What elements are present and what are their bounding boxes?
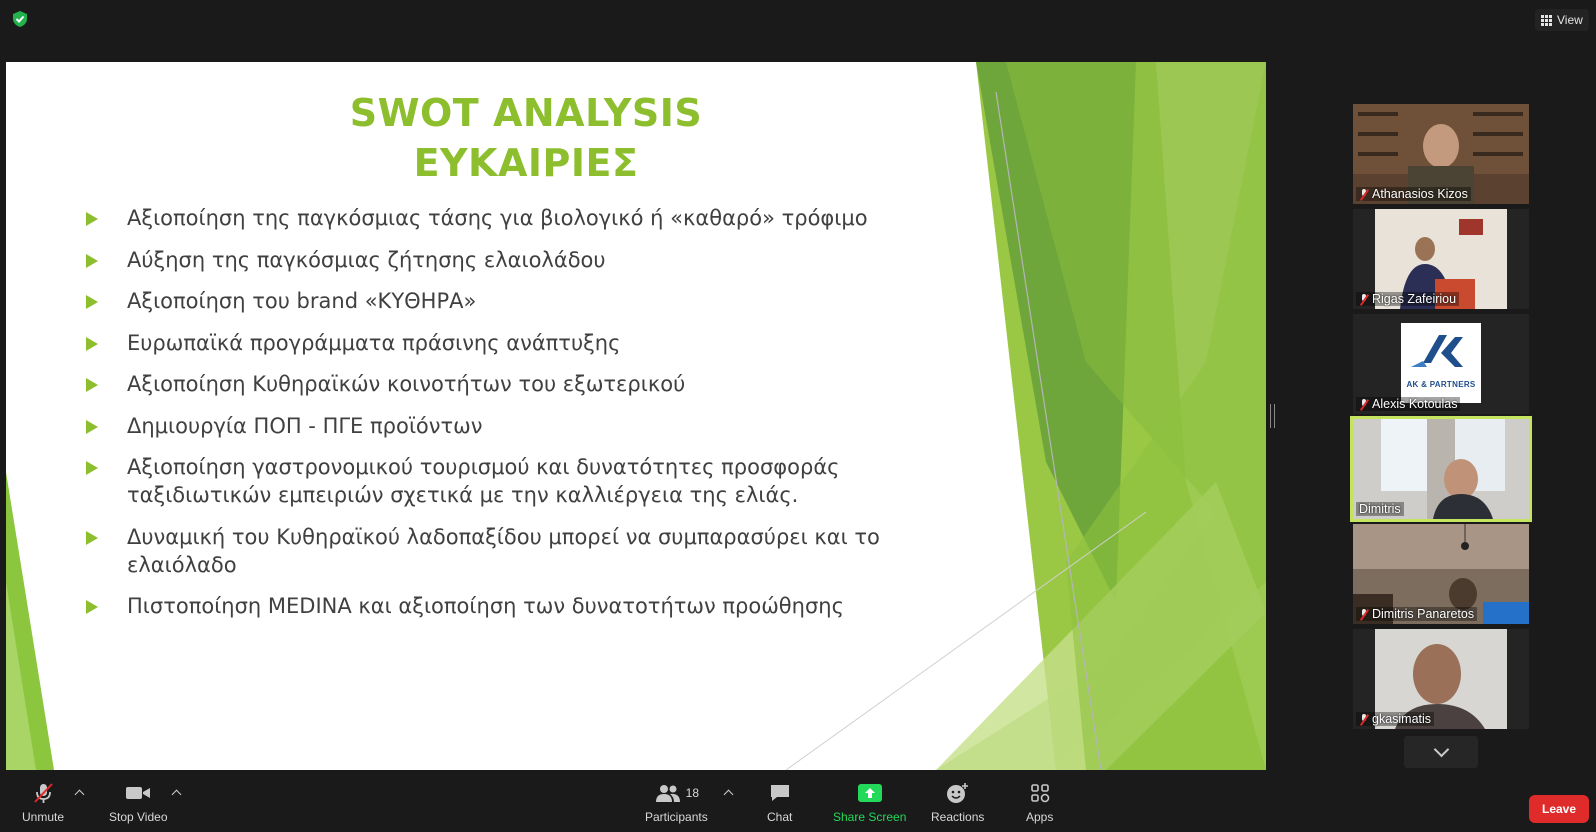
bullet-arrow-icon	[86, 295, 98, 309]
scroll-participants-down-button[interactable]	[1404, 736, 1478, 768]
participants-count: 18	[685, 786, 700, 800]
chat-button[interactable]	[767, 782, 792, 824]
bullet-item: Δημιουργία ΠΟΠ - ΠΓΕ προϊόντων	[86, 412, 906, 440]
share-screen-icon	[857, 782, 883, 804]
slide-title	[246, 88, 806, 188]
bullet-item: Πιστοποίηση MEDINA και αξιοποίηση των δυνατοτήτων προώθησης	[86, 592, 906, 620]
shared-slide	[6, 62, 1266, 770]
reactions-button[interactable]	[931, 782, 984, 824]
mic-muted-icon	[1359, 609, 1369, 620]
participant-tile[interactable]	[1353, 524, 1529, 624]
bullet-item: Αξιοποίηση γαστρονομικού τουρισμού και δυνατότητες προσφοράς ταξιδιωτικών εμπειριών σχετικά με την καλλιέργεια της ελιάς.	[86, 453, 906, 509]
participants-options-caret-icon[interactable]	[724, 790, 734, 800]
participant-tile[interactable]	[1353, 629, 1529, 729]
security-shield-icon[interactable]	[11, 10, 29, 28]
video-options-caret-icon[interactable]	[172, 790, 182, 800]
bullet-arrow-icon	[86, 420, 98, 434]
mic-muted-icon	[1359, 399, 1369, 410]
chevron-down-icon	[1433, 742, 1449, 758]
bullet-arrow-icon	[86, 600, 98, 614]
mic-muted-icon	[32, 782, 54, 804]
apps-label: Apps	[1026, 810, 1054, 824]
participants-label: Participants	[645, 810, 708, 824]
bullet-item: Αύξηση της παγκόσμιας ζήτησης ελαιολάδου	[86, 246, 906, 274]
bullet-item: Δυναμική του Κυθηραϊκού λαδοπαξίδου μπορεί να συμπαρασύρει και το ελαιόλαδο	[86, 523, 906, 579]
chat-label: Chat	[767, 810, 793, 824]
bullet-item: Ευρωπαϊκά προγράμματα πράσινης ανάπτυξης	[86, 329, 906, 357]
bullet-item: Αξιοποίηση του brand «ΚΥΘΗΡΑ»	[86, 287, 906, 315]
chat-bubble-icon	[769, 782, 791, 804]
stop-video-button[interactable]	[109, 782, 168, 824]
apps-icon	[1030, 782, 1050, 804]
mic-muted-icon	[1359, 294, 1369, 305]
slide-title-line1: SWOT ANALYSIS	[349, 91, 703, 135]
emoji-reaction-icon	[946, 782, 970, 804]
participant-name-label: Dimitris Panaretos	[1356, 607, 1477, 621]
bullet-item: Αξιοποίηση της παγκόσμιας τάσης για βιολογικό ή «καθαρό» τρόφιμο	[86, 204, 906, 232]
leave-button[interactable]: Leave	[1529, 795, 1589, 823]
participants-button[interactable]	[645, 782, 708, 824]
participant-name-label: gkasimatis	[1356, 712, 1434, 726]
view-label: View	[1557, 13, 1583, 27]
bullet-list	[86, 204, 906, 634]
participant-tile-active-speaker[interactable]	[1353, 419, 1529, 519]
participant-tile[interactable]	[1353, 209, 1529, 309]
video-camera-icon	[125, 782, 151, 804]
share-screen-label: Share Screen	[833, 810, 907, 824]
apps-button[interactable]	[1026, 782, 1053, 824]
unmute-button[interactable]	[22, 782, 64, 824]
stop-video-label: Stop Video	[109, 810, 168, 824]
partner-logo	[1401, 323, 1481, 403]
bullet-arrow-icon	[86, 378, 98, 392]
participant-name-label: Rigas Zafeiriou	[1356, 292, 1459, 306]
mic-muted-icon	[1359, 714, 1369, 725]
bullet-arrow-icon	[86, 212, 98, 226]
bullet-item: Αξιοποίηση Κυθηραϊκών κοινοτήτων του εξωτερικού	[86, 370, 906, 398]
participant-name-label: Athanasios Kizos	[1356, 187, 1471, 201]
participant-tile[interactable]	[1353, 314, 1529, 414]
view-button[interactable]	[1535, 9, 1589, 31]
slide-title-line2: ΕΥΚΑΙΡΙΕΣ	[413, 141, 639, 185]
mic-muted-icon	[1359, 189, 1369, 200]
bullet-arrow-icon	[86, 254, 98, 268]
share-screen-button[interactable]	[833, 782, 906, 824]
unmute-label: Unmute	[22, 810, 65, 824]
bullet-arrow-icon	[86, 531, 98, 545]
participant-tile[interactable]	[1353, 104, 1529, 204]
bullet-arrow-icon	[86, 461, 98, 475]
participant-name-label: Dimitris	[1356, 502, 1404, 516]
grid-view-icon	[1541, 15, 1552, 26]
participant-name-label: Alexis Kotoulas	[1356, 397, 1460, 411]
logo-text: AK & PARTNERS	[1406, 380, 1476, 389]
participants-icon	[654, 783, 682, 803]
bullet-arrow-icon	[86, 337, 98, 351]
reactions-label: Reactions	[931, 810, 985, 824]
panel-resize-handle[interactable]	[1270, 404, 1275, 428]
ak-logo-icon	[1401, 323, 1481, 375]
audio-options-caret-icon[interactable]	[75, 790, 85, 800]
